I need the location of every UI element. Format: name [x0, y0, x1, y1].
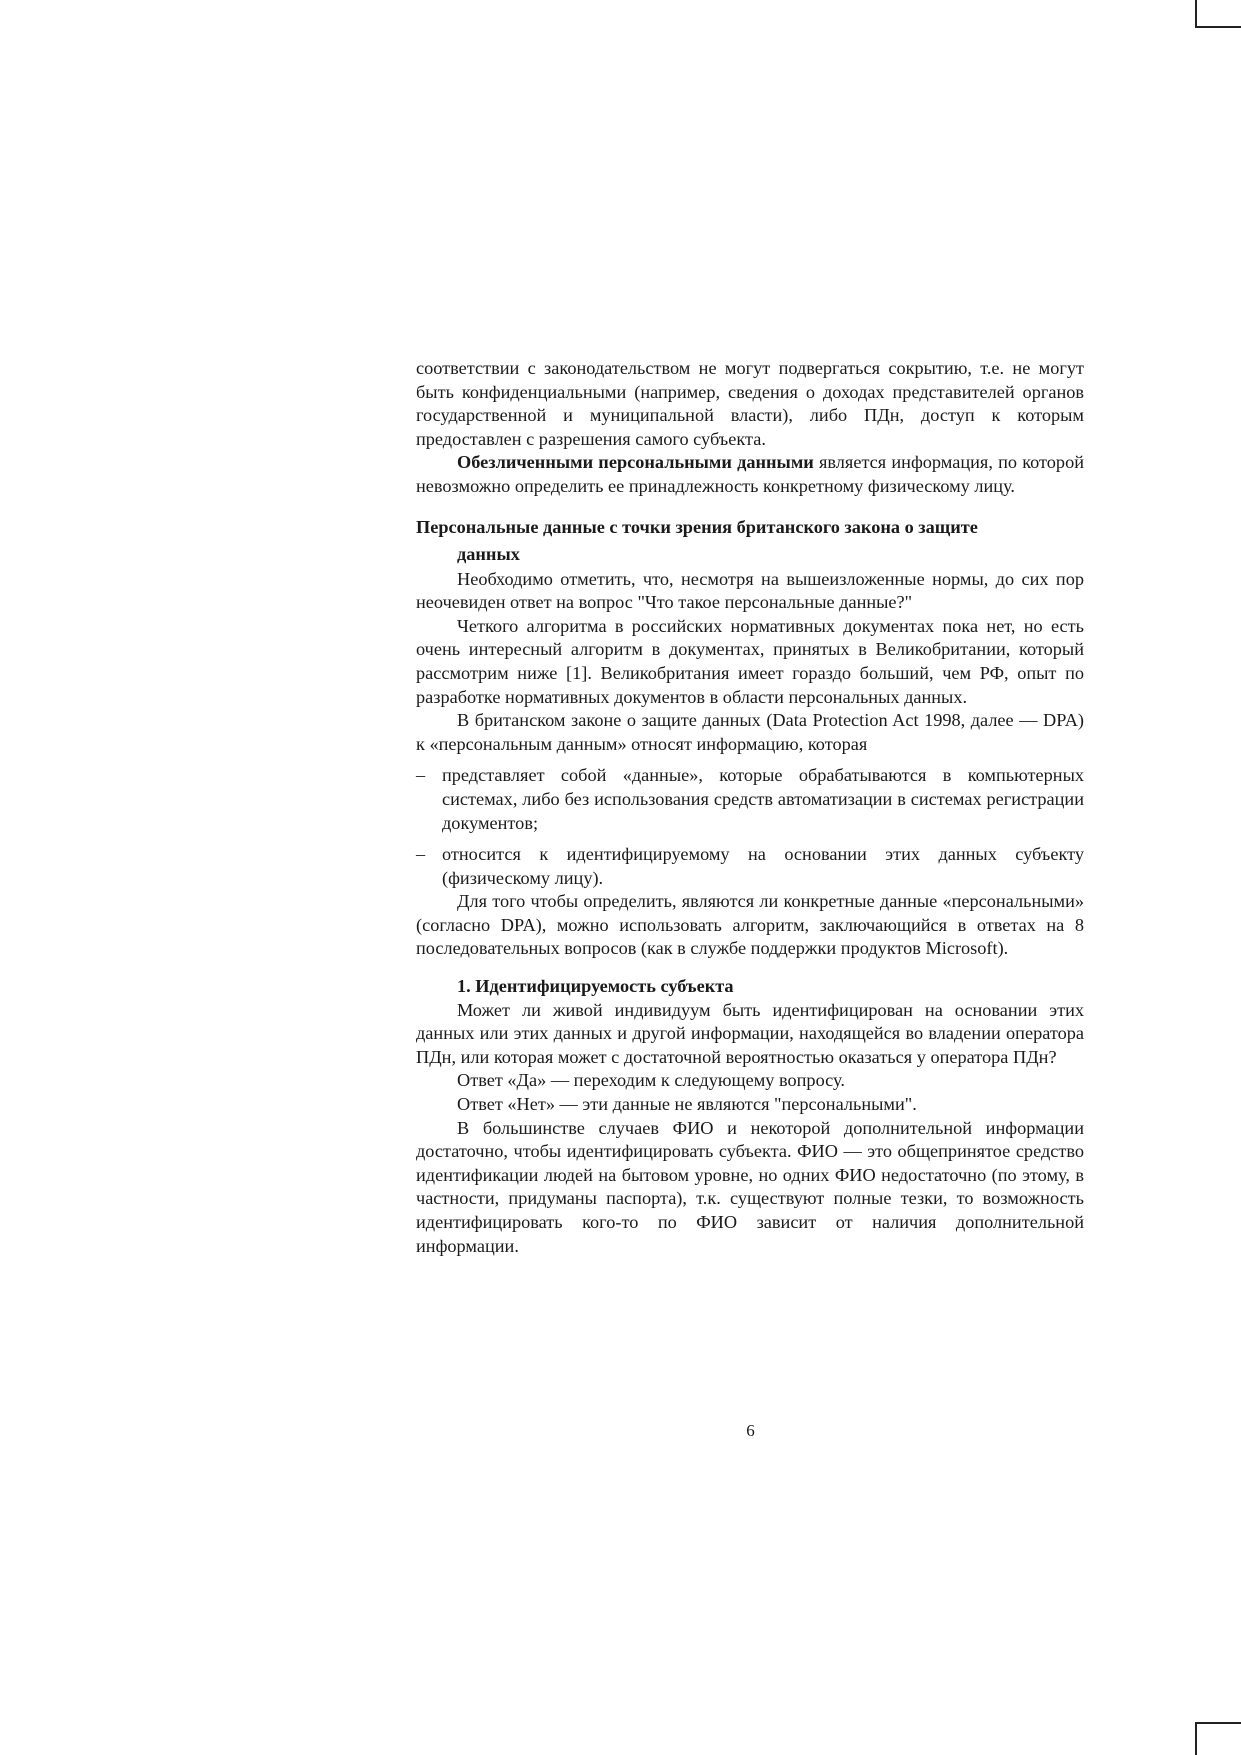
paragraph: Ответ «Да» — переходим к следующему вопросу. [457, 1070, 845, 1091]
paragraph-definition [416, 451, 1084, 498]
paragraph: соответствии с законодательством не могут подвергаться сокрытию, т.е. не могут быть конфиденциальными (например, сведения о доходах представителей органов государственной и муниципальной власти), либо ПДн, доступ к которым предоставлен с разрешения самого субъекта. [416, 358, 1084, 449]
paragraph: Необходимо отметить, что, несмотря на вышеизложенные нормы, до сих пор неочевиден ответ на вопрос "Что такое персональные данные?" [416, 568, 1084, 613]
page-number: 6 [746, 1421, 755, 1440]
list-item [416, 764, 1084, 835]
subsection-heading: 1. Идентифицируемость субъекта [457, 976, 734, 997]
crop-mark-bottom-horizontal [1195, 1722, 1241, 1724]
list-item [416, 843, 1084, 890]
paragraph: В британском законе о защите данных (Data Protection Act 1998, далее — DPA) к «персональным данным» относят информацию, которая [416, 710, 1084, 754]
list-item-text: представляет собой «данные», которые обрабатываются в компьютерных системах, либо без использования средств автоматизации в системах регистрации документов; [442, 765, 1084, 833]
list-marker: – [416, 844, 426, 865]
bold-term: Обезличенными персональными данными [457, 452, 814, 473]
crop-mark-top-horizontal [1195, 26, 1241, 28]
paragraph: Может ли живой индивидуум быть идентифицирован на основании этих данных или этих данных и другой информации, находящейся во владении оператора ПДн, или которая может с достаточной вероятностью оказаться у оператора ПДн? [416, 999, 1084, 1067]
crop-mark-bottom-vertical [1195, 1722, 1197, 1755]
list-item-text: относится к идентифицируемому на основании этих данных субъекту (физическому лицу). [442, 844, 1084, 888]
heading-line-2: данных [457, 543, 520, 564]
paragraph: Четкого алгоритма в российских нормативных документах пока нет, но есть очень интересный алгоритм в документах, принятых в Великобритании, который рассмотрим ниже [1]. Великобритания имеет гораздо больший, чем РФ, опыт по разработке нормативных документов в области персональных данных. [416, 615, 1084, 707]
crop-mark-top-vertical [1195, 0, 1197, 27]
paragraph: Ответ «Нет» — эти данные не являются "персональными". [457, 1094, 917, 1115]
heading-line-1: Персональные данные с точки зрения британского закона о защите [416, 516, 978, 537]
list-marker: – [416, 765, 426, 786]
paragraph: В большинстве случаев ФИО и некоторой дополнительной информации достаточно, чтобы идентифицировать субъекта. ФИО — это общепринятое средство идентификации людей на бытовом уровне, но одних ФИО недостаточно (по этому, в частности, придуманы паспорта), т.к. существуют полные тезки, то возможность идентифицировать кого-то по ФИО зависит от наличия дополнительной информации. [416, 1117, 1084, 1256]
section-heading [416, 514, 1084, 568]
page-body [416, 357, 1084, 1258]
paragraph-text: является информация, по которой невозможно определить ее принадлежность конкретному физическому лицу. [416, 452, 1084, 496]
paragraph: Для того чтобы определить, являются ли конкретные данные «персональными» (согласно DPA), можно использовать алгоритм, заключающийся в ответах на 8 последовательных вопросов (как в службе поддержки продуктов Microsoft). [416, 891, 1084, 959]
